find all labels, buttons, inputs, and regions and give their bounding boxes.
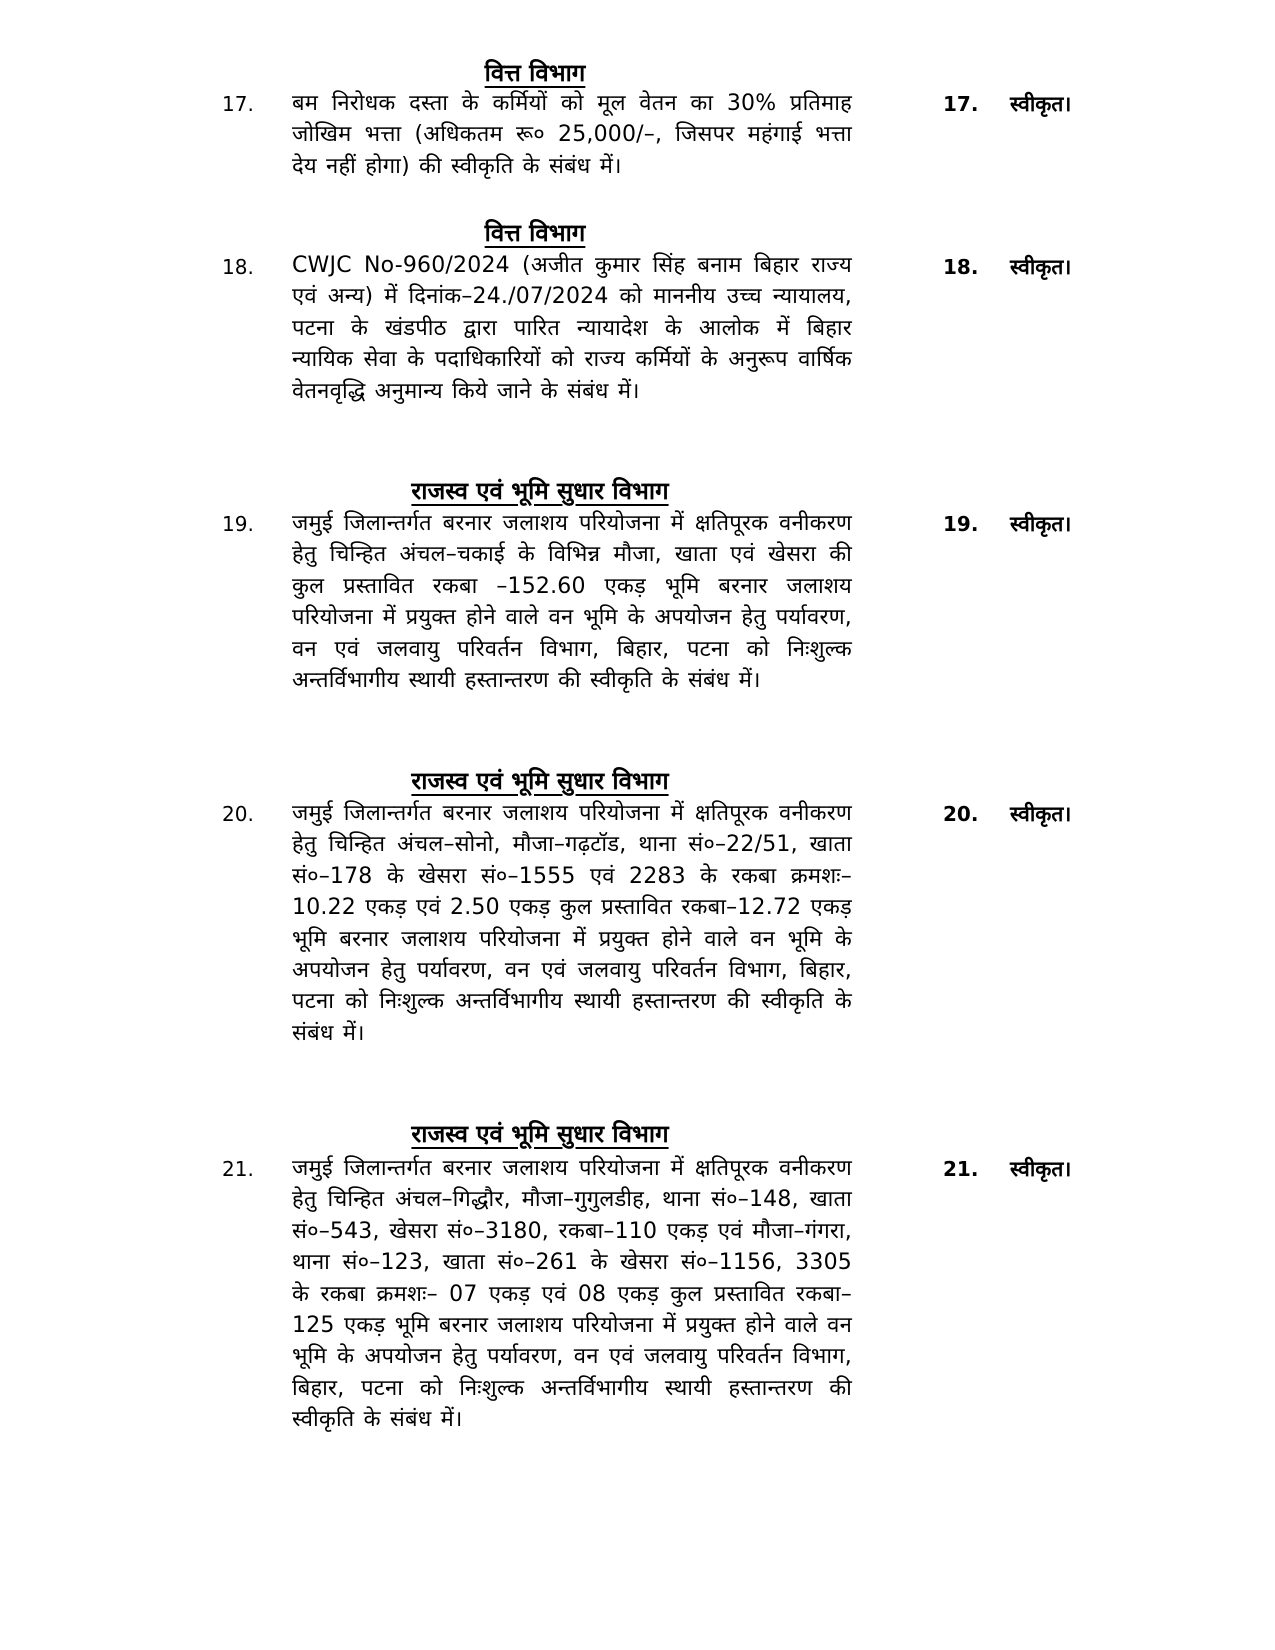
item-description: जमुई जिलान्तर्गत बरनार जलाशय परियोजना में क्षतिपूरक वनीकरण हेतु चिन्हित अंचल–सोनो, मौजा–गढ़टॉड, थाना सं०–22/51, खाता सं०–178 के खेसरा सं०–1555 एवं 2283 के रकबा क्रमशः–10.22 एकड़ एवं 2.50 एकड़ कुल प्रस्तावित रकबा–12.72 एकड़ भूमि बरनार जलाशय परियोजना में प्रयुक्त होने वाले वन भूमि के अपयोजन हेतु पर्यावरण, वन एवं जलवायु परिवर्तन विभाग, बिहार, पटना को निःशुल्क अन्तर्विभागीय स्थायी हस्तान्तरण की स्वीकृति के संबंध में।: [292, 801, 852, 1046]
department-heading: वित्त विभाग: [484, 219, 586, 247]
department-heading: वित्त विभाग: [484, 59, 586, 87]
decision-status: स्वीकृत।: [1010, 512, 1072, 536]
item-serial: 20.: [222, 802, 254, 826]
item-description: CWJC No-960/2024 (अजीत कुमार सिंह बनाम बिहार राज्य एवं अन्य) में दिनांक–24./07/2024 को माननीय उच्च न्यायालय, पटना के खंडपीठ द्वारा पारित न्यायादेश के आलोक में बिहार न्यायिक सेवा के पदाधिकारियों को राज्य कर्मियों के अनुरूप वार्षिक वेतनवृद्धि अनुमान्य किये जाने के संबंध में।: [292, 253, 852, 404]
item-serial: 21.: [222, 1157, 254, 1181]
decision-number: 19.: [943, 512, 979, 536]
item-serial: 18.: [222, 255, 254, 279]
decision-number: 21.: [943, 1157, 979, 1181]
decision-number: 17.: [943, 92, 979, 116]
decision-status: स्वीकृत।: [1010, 802, 1072, 826]
department-heading: राजस्व एवं भूमि सुधार विभाग: [411, 767, 669, 795]
department-heading: राजस्व एवं भूमि सुधार विभाग: [411, 1120, 669, 1148]
item-serial: 17.: [222, 92, 254, 116]
decision-number: 18.: [943, 255, 979, 279]
item-serial: 19.: [222, 512, 254, 536]
decision-status: स्वीकृत।: [1010, 92, 1072, 116]
item-description: जमुई जिलान्तर्गत बरनार जलाशय परियोजना में क्षतिपूरक वनीकरण हेतु चिन्हित अंचल–गिद्धौर, मौजा–गुगुलडीह, थाना सं०–148, खाता सं०–543, खेसरा सं०–3180, रकबा–110 एकड़ एवं मौजा–गंगरा, थाना सं०–123, खाता सं०–261 के खेसरा सं०–1156, 3305 के रकबा क्रमशः– 07 एकड़ एवं 08 एकड़ कुल प्रस्तावित रकबा–125 एकड़ भूमि बरनार जलाशय परियोजना में प्रयुक्त होने वाले वन भूमि के अपयोजन हेतु पर्यावरण, वन एवं जलवायु परिवर्तन विभाग, बिहार, पटना को निःशुल्क अन्तर्विभागीय स्थायी हस्तान्तरण की स्वीकृति के संबंध में।: [292, 1156, 852, 1433]
department-heading: राजस्व एवं भूमि सुधार विभाग: [411, 477, 669, 505]
decision-status: स्वीकृत।: [1010, 1157, 1072, 1181]
decision-number: 20.: [943, 802, 979, 826]
item-description: जमुई जिलान्तर्गत बरनार जलाशय परियोजना में क्षतिपूरक वनीकरण हेतु चिन्हित अंचल–चकाई के विभिन्न मौजा, खाता एवं खेसरा की कुल प्रस्तावित रकबा –152.60 एकड़ भूमि बरनार जलाशय परियोजना में प्रयुक्त होने वाले वन भूमि के अपयोजन हेतु पर्यावरण, वन एवं जलवायु परिवर्तन विभाग, बिहार, पटना को निःशुल्क अन्तर्विभागीय स्थायी हस्तान्तरण की स्वीकृति के संबंध में।: [292, 511, 852, 694]
item-description: बम निरोधक दस्ता के कर्मियों को मूल वेतन का 30% प्रतिमाह जोखिम भत्ता (अधिकतम रू० 25,000/–, जिसपर महंगाई भत्ता देय नहीं होगा) की स्वीकृति के संबंध में।: [292, 91, 852, 179]
decision-status: स्वीकृत।: [1010, 255, 1072, 279]
